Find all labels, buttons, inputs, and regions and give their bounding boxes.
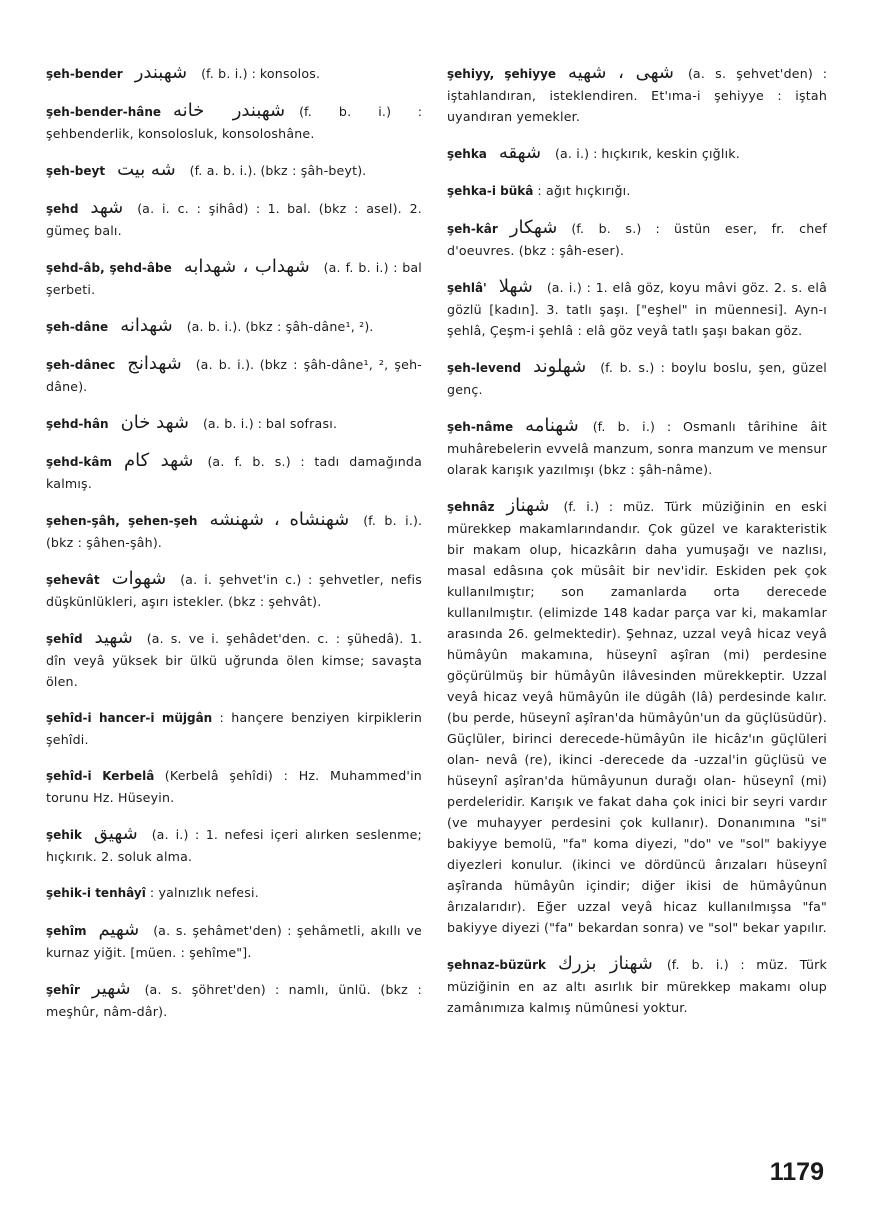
arabic-script: شهناز xyxy=(506,495,550,516)
dictionary-entry xyxy=(46,62,422,85)
headword: şehîd-i Kerbelâ xyxy=(46,769,155,783)
definition: (a. b. i.). (bkz : şâh-dâne¹, ², şeh-dâne). xyxy=(46,357,422,394)
dictionary-entry xyxy=(447,953,827,1018)
dictionary-entry xyxy=(447,142,827,165)
arabic-script: شهد خان xyxy=(120,412,189,433)
arabic-script: شهدانج xyxy=(127,353,182,374)
definition: : hançere benziyen kirpiklerin şehîdi. xyxy=(46,710,422,747)
dictionary-entry xyxy=(46,509,422,553)
dictionary-entry xyxy=(46,823,422,867)
arabic-script: شهد كام xyxy=(123,450,194,471)
definition: (f. b. i.) : Osmanlı târihine âit muhârebelerin evvelâ manzum, sonra manzum ve mensur olarak karışık yazılmışı (bkz : şâh-nâme). xyxy=(447,419,827,477)
arabic-script: شهكار xyxy=(509,217,558,238)
dictionary-entry xyxy=(46,568,422,612)
definition: (f. b. s.) : üstün eser, fr. chef d'oeuvres. (bkz : şâh-eser). xyxy=(447,221,827,258)
headword: şehd-kâm xyxy=(46,455,112,469)
arabic-script: شهنشاه ، شهنشه xyxy=(209,509,350,530)
definition: (f. b. i.) : şehbenderlik, konsolosluk, konsoloshâne. xyxy=(46,104,422,141)
dictionary-entry xyxy=(46,256,422,300)
arabic-script: شهى ، شهيه xyxy=(568,62,675,83)
dictionary-entry xyxy=(447,495,827,938)
arabic-script: شهيم xyxy=(98,919,140,940)
definition: (a. s. ve i. şehâdet'den. c. : şühedâ). 1. dîn veyâ yüksek bir ülkü uğrunda ölen kimse; savaşta ölen. xyxy=(46,631,422,689)
arabic-script: شهداب ، شهدابه xyxy=(183,256,310,277)
definition: (a. b. i.) : bal sofrası. xyxy=(202,416,338,431)
dictionary-entry xyxy=(46,765,422,808)
arabic-script: شهلوند xyxy=(533,356,587,377)
definition: (a. s. şehâmet'den) : şehâmetli, akıllı ve kurnaz yiğit. [müen. : şehîme"]. xyxy=(46,923,422,960)
page-number: 1179 xyxy=(769,1158,824,1186)
definition: (a. i. şehvet'in c.) : şehvetler, nefis düşkünlükleri, aşırı istekler. (bkz : şehvât). xyxy=(46,572,422,609)
dictionary-entry xyxy=(46,919,422,963)
headword: şehlâ' xyxy=(447,281,487,295)
headword: şehd-hân xyxy=(46,417,109,431)
headword: şehevât xyxy=(46,573,100,587)
headword: şeh-bender-hâne xyxy=(46,105,162,119)
dictionary-entry xyxy=(46,627,422,692)
dictionary-entry xyxy=(46,100,422,144)
arabic-script: شهناز بزرك xyxy=(558,953,653,974)
headword: şeh-beyt xyxy=(46,164,106,178)
dictionary-entry xyxy=(46,159,422,182)
definition: (a. s. şöhret'den) : namlı, ünlü. (bkz : meşhûr, nâm-dâr). xyxy=(46,982,422,1019)
headword: şeh-dâne xyxy=(46,320,109,334)
definition: (a. i. c. : şihâd) : 1. bal. (bkz : asel). 2. gümeç balı. xyxy=(46,201,422,238)
headword: şeh-nâme xyxy=(447,420,514,434)
dictionary-entry xyxy=(447,62,827,127)
arabic-script: شهلا xyxy=(498,276,533,297)
definition: (a. i.) : 1. elâ göz, koyu mâvi göz. 2. s. elâ gözlü [kadın]. 3. tatlı şaşı. ["eşhel" in müennesi]. Ayn-ı şehlâ, Çeşm-i şehlâ : elâ göz veyâ tatlı şaşı bakan göz. xyxy=(447,280,827,338)
headword: şehnaz-büzürk xyxy=(447,958,546,972)
headword: şehka-i bükâ xyxy=(447,184,534,198)
headword: şeh-kâr xyxy=(447,222,498,236)
headword: şeh-bender xyxy=(46,67,123,81)
headword: şehnâz xyxy=(447,500,495,514)
definition: (f. b. i.). (bkz : şâhen-şâh). xyxy=(46,513,422,550)
headword: şeh-dânec xyxy=(46,358,116,372)
definition: (a. s. şehvet'den) : iştahlandıran, isteklendiren. Et'ıma-i şehiyye : iştah uyandıran yemekler. xyxy=(447,66,827,124)
definition: (a. b. i.). (bkz : şâh-dâne¹, ²). xyxy=(186,319,374,334)
arabic-script: شهبندر خانه xyxy=(173,100,286,121)
definition: (Kerbelâ şehîdi) : Hz. Muhammed'in torunu Hz. Hüseyin. xyxy=(46,768,422,805)
headword: şeh-levend xyxy=(447,361,522,375)
headword: şehîr xyxy=(46,983,80,997)
dictionary-entry xyxy=(46,882,422,904)
headword: şehik xyxy=(46,828,82,842)
arabic-script: شهير xyxy=(91,978,131,999)
definition: (a. i.) : hıçkırık, keskin çığlık. xyxy=(555,146,740,161)
definition: (a. f. b. i.) : bal şerbeti. xyxy=(46,260,423,297)
headword: şehd xyxy=(46,202,79,216)
dictionary-entry xyxy=(46,978,422,1022)
dictionary-entry xyxy=(447,180,827,202)
dictionary-entry xyxy=(46,412,422,435)
definition: : yalnızlık nefesi. xyxy=(149,885,259,900)
arabic-script: شهيق xyxy=(93,823,138,844)
arabic-script: شهقه xyxy=(498,142,542,163)
headword: şehiyy, şehiyye xyxy=(447,67,557,81)
headword: şehîm xyxy=(46,924,87,938)
definition: : ağıt hıçkırığı. xyxy=(537,183,631,198)
right-column xyxy=(447,62,827,1033)
dictionary-entry xyxy=(46,353,422,397)
definition: (f. a. b. i.). (bkz : şâh-beyt). xyxy=(189,163,367,178)
headword: şehka xyxy=(447,147,487,161)
dictionary-entry xyxy=(46,707,422,750)
dictionary-entry xyxy=(46,315,422,338)
definition: (f. b. s.) : boylu boslu, şen, güzel genç. xyxy=(447,360,827,397)
headword: şehîd-i hancer-i müjgân xyxy=(46,711,213,725)
dictionary-entry xyxy=(447,415,827,480)
headword: şehen-şâh, şehen-şeh xyxy=(46,514,198,528)
dictionary-entry xyxy=(447,217,827,261)
headword: şehik-i tenhâyî xyxy=(46,886,146,900)
arabic-script: شهوات xyxy=(111,568,167,589)
arabic-script: شهيد xyxy=(94,627,133,648)
arabic-script: شهد xyxy=(90,197,124,218)
definition: (f. b. i.) : müz. Türk müziğinin en az altı asırlık bir mürekkep makamı olup zamânımıza kalmış nümûnesi yoktur. xyxy=(447,957,827,1015)
dictionary-entry xyxy=(447,356,827,400)
arabic-script: شه بيت xyxy=(117,159,176,180)
headword: şehîd xyxy=(46,632,83,646)
definition: (f. i.) : müz. Türk müziğinin en eski mürekkep makamlarındandır. Çok güzel ve karakteristik bir makam olup, hicazkârın daha yumuşağı ve nazlısı, masal edâsına çok müsâit bir nev'idir. Eskiden pek çok kullanılmıştır; son zamanlarda orta derecede kullanılmıştır. (elimizde 148 kadar parça var ki, makamlar arasında 26. gelmektedir). Şehnaz, uzzal veyâ hicaz veyâ hümâyûn makamına, hüseynî aşîran (mi) perdesine göçürülmüş bir hümâyûn ilâvesinden mürekkeptir. Uzzal veyâ hicaz veyâ hümâyûn ile dügâh (lâ) perdesinde kalır. (bu perde, hüseynî aşîran'da hümâyûn'un da güçlüsüdür). Güçlüler, birinci derecede-hümâyûn ile hicâz'ın güçlüleri olan- nevâ (re), ikinci -derecede da -uzzal'in güçlüsü ve hüseynî aşîran'da hümâyunun durağı olan- hüseynî (mi) perdeleridir. Karışık ve fakat daha çok inici bir seyri vardır (ve muhayyer perdesini çok kullanır). Donanımına "si" bakiyye bemolü, "fa" koma diyezi, "do" ve "sol" bakiyye diyezleri konulur. (ikinci ve dördüncü ârızaları hüseynî aşîranda hümâyûn içindir; diğer ikisi de hümâyûnun ârızalarıdır). Eğer uzzal veyâ hicaz kullanılmışsa "fa" bakiyye diyezi ("fa" bekardan sonra) ve "sol" bekar yapılır. xyxy=(447,499,827,935)
definition: (f. b. i.) : konsolos. xyxy=(201,66,321,81)
definition: (a. f. b. s.) : tadı damağında kalmış. xyxy=(46,454,422,491)
arabic-script: شهدانه xyxy=(120,315,173,336)
dictionary-entry xyxy=(46,197,422,241)
headword: şehd-âb, şehd-âbe xyxy=(46,261,172,275)
arabic-script: شهنامه xyxy=(525,415,579,436)
definition: (a. i.) : 1. nefesi içeri alırken seslenme; hıçkırık. 2. soluk alma. xyxy=(46,827,422,864)
dictionary-entry xyxy=(46,450,422,494)
left-column xyxy=(46,62,422,1037)
dictionary-entry xyxy=(447,276,827,341)
arabic-script: شهبندر xyxy=(134,62,188,83)
